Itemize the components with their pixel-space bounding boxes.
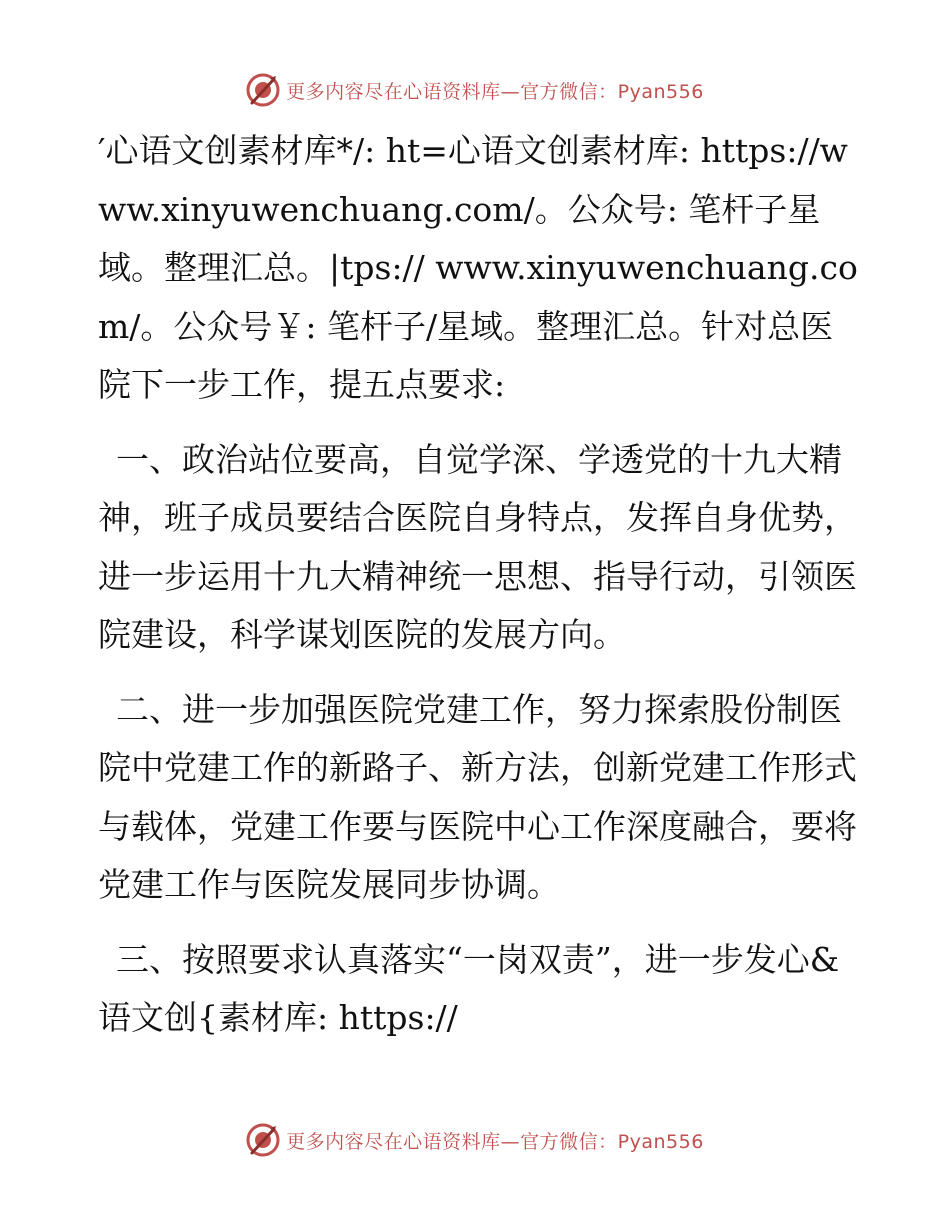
footer-watermark-text: 更多内容尽在心语资料库—官方微信：Pyan556	[286, 1130, 704, 1153]
footer-watermark-banner	[0, 1120, 950, 1160]
header-watermark-text: 更多内容尽在心语资料库—官方微信：Pyan556	[286, 80, 704, 103]
brush-logo-icon	[246, 1123, 280, 1157]
section-two-paragraph: 二、进一步加强医院党建工作，努力探索股份制医院中党建工作的新路子、新方法，创新党建工作形式与载体，党建工作要与医院中心工作深度融合，要将党建工作与医院发展同步协调。	[98, 689, 857, 904]
section-one-paragraph: 一、政治站位要高，自觉学深、学透党的十九大精神，班子成员要结合医院自身特点，发挥自身优势，进一步运用十九大精神统一思想、指导行动，引领医院建设，科学谋划医院的发展方向。	[98, 439, 857, 654]
document-body	[98, 122, 858, 1048]
header-watermark-banner	[0, 70, 950, 110]
section-three-paragraph: 三、按照要求认真落实“一岗双责”，进一步发心&语文创{素材库: https://	[98, 939, 840, 1037]
brush-logo-icon	[246, 73, 280, 107]
intro-paragraph: ′心语文创素材库*/: ht=心语文创素材库: https://www.xinyuwenchuang.com/。公众号: 笔杆子星域。整理汇总。|tps:// www.xinyuwenchuang.com/。公众号￥: 笔杆子/星域。整理汇总。针对总医院下一步工作，提五点要求:	[98, 131, 858, 404]
